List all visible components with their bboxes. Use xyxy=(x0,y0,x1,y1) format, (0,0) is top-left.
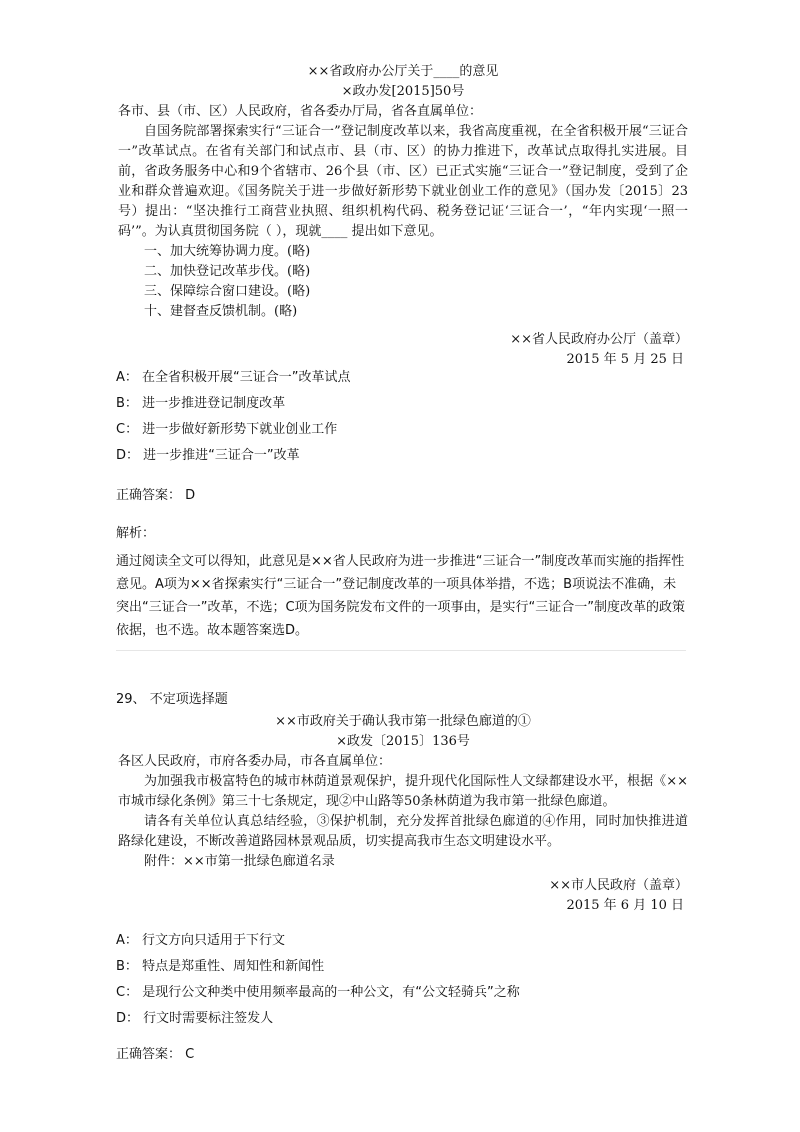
q1-analysis-text: 通过阅读全文可以得知，此意见是××省人民政府为进一步推进“三证合一”制度改革而实施的指挥性意见。A项为××省探索实行“三证合一”登记制度改革的一项具体举措，不选；B项说法不准确，未突出“三证合一”改革，不选；C项为国务院发布文件的一项事由，是实行“三证合一”制度改革的政策依据，也不选。故本题答案选D。 xyxy=(116,554,686,638)
option-text: 行文方向只适用于下行文 xyxy=(142,933,286,948)
q1-doc-salutation: 各市、县（市、区）人民政府，省各委办厅局，省各直属单位： xyxy=(118,104,483,119)
option-letter: A： xyxy=(116,933,138,948)
q1-doc-item: 一、加大统筹协调力度。(略) xyxy=(144,244,311,259)
q2-document xyxy=(118,712,688,916)
option-letter: B： xyxy=(116,396,138,411)
q1-document xyxy=(118,62,688,370)
option-text: 进一步做好新形势下就业创业工作 xyxy=(142,422,338,437)
answer-value: C xyxy=(185,1047,195,1062)
answer-value: D xyxy=(185,488,196,503)
q2-option-d[interactable] xyxy=(116,1006,520,1032)
q2-doc-number: ×政发〔2015〕136号 xyxy=(336,734,470,749)
q1-doc-item: 二、加快登记改革步伐。(略) xyxy=(144,264,311,279)
q1-doc-item: 三、保障综合窗口建设。(略) xyxy=(144,284,311,299)
q1-doc-number: ×政办发[2015]50号 xyxy=(341,84,465,99)
q1-doc-item: 十、建督查反馈机制。(略) xyxy=(144,304,298,319)
option-letter: C： xyxy=(116,985,139,1000)
question-type: 不定项选择题 xyxy=(149,692,228,707)
q2-doc-attachment: 附件：××市第一批绿色廊道名录 xyxy=(144,854,335,869)
q1-option-b[interactable] xyxy=(116,391,351,417)
option-letter: C： xyxy=(116,422,139,437)
q2-option-c[interactable] xyxy=(116,980,520,1006)
q2-doc-paragraph: 为加强我市极富特色的城市林荫道景观保护，提升现代化国际性人文绿都建设水平，根据《××市城市绿化条例》第三十七条规定，现②中山路等50条林荫道为我市第一批绿色廊道。 xyxy=(118,774,688,809)
question-divider xyxy=(116,650,686,651)
q2-option-a[interactable] xyxy=(116,928,520,954)
q2-header xyxy=(116,688,686,711)
q2-option-b[interactable] xyxy=(116,954,520,980)
option-letter: D： xyxy=(116,1011,140,1026)
q1-doc-date: 2015 年 5 月 25 日 xyxy=(566,352,684,367)
q1-option-a[interactable] xyxy=(116,365,351,391)
q2-doc-salutation: 各区人民政府，市府各委办局，市各直属单位： xyxy=(118,754,392,769)
q2-doc-date: 2015 年 6 月 10 日 xyxy=(566,898,684,913)
q2-doc-signature: ××市人民政府（盖章） xyxy=(549,878,688,893)
option-letter: A： xyxy=(116,370,138,385)
q1-option-c[interactable] xyxy=(116,417,351,443)
option-text: 进一步推进登记制度改革 xyxy=(142,396,286,411)
answer-label: 正确答案： xyxy=(116,1047,182,1062)
q1-options xyxy=(116,365,351,469)
option-letter: D： xyxy=(116,448,140,463)
option-letter: B： xyxy=(116,959,138,974)
option-text: 行文时需要标注签发人 xyxy=(143,1011,274,1026)
option-text: 在全省积极开展“三证合一”改革试点 xyxy=(142,370,351,385)
q2-options xyxy=(116,928,520,1032)
question-number: 29、 xyxy=(116,692,146,707)
q1-doc-title: ××省政府办公厅关于____的意见 xyxy=(307,64,499,79)
q1-analysis-label: 解析： xyxy=(116,526,156,541)
q1-doc-paragraph: 自国务院部署探索实行“三证合一”登记制度改革以来，我省高度重视，在全省积极开展“三证合一”改革试点。在省有关部门和试点市、县（市、区）的协力推进下，改革试点取得扎实进展。目前，省政务服务中心和9个省辖市、26个县（市、区）已正式实施“三证合一”登记制度，受到了企业和群众普遍欢迎。《国务院关于进一步做好新形势下就业创业工作的意见》（国办发〔2015〕23号）提出：“坚决推行工商营业执照、组织机构代码、税务登记证‘三证合一’，“年内实现‘一照一码’”。为认真贯彻国务院（ ），现就____ 提出如下意见。 xyxy=(118,124,688,239)
option-text: 进一步推进“三证合一”改革 xyxy=(143,448,300,463)
q2-answer xyxy=(116,1043,686,1066)
option-text: 是现行公文种类中使用频率最高的一种公文，有“公文轻骑兵”之称 xyxy=(142,985,520,1000)
q1-answer xyxy=(116,484,686,507)
q1-option-d[interactable] xyxy=(116,443,351,469)
option-text: 特点是郑重性、周知性和新闻性 xyxy=(142,959,325,974)
q1-doc-signature: ××省人民政府办公厅（盖章） xyxy=(510,332,688,347)
q2-doc-paragraph: 请各有关单位认真总结经验，③保护机制，充分发挥首批绿色廊道的④作用，同时加快推进道路绿化建设，不断改善道路园林景观品质，切实提高我市生态文明建设水平。 xyxy=(118,814,688,849)
answer-label: 正确答案： xyxy=(116,488,182,503)
q2-doc-title: ××市政府关于确认我市第一批绿色廊道的① xyxy=(275,714,531,729)
